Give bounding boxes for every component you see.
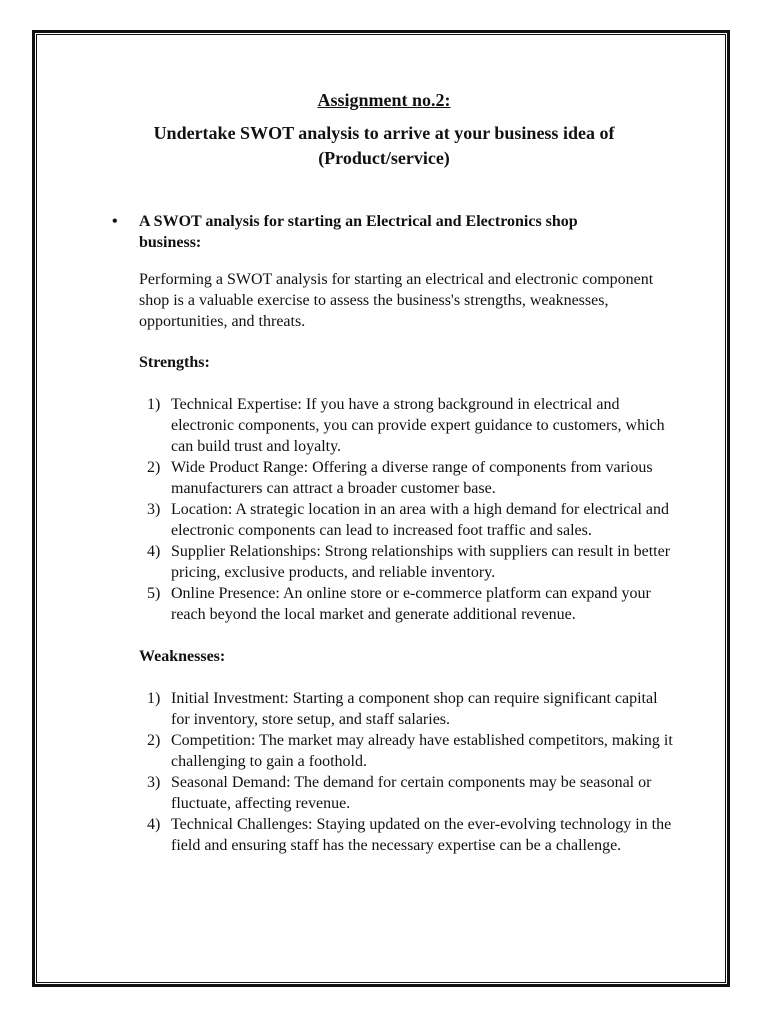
list-item	[139, 541, 679, 583]
list-item-text: Wide Product Range: Offering a diverse range of components from various manufacturers can attract a broader customer base.	[171, 459, 653, 497]
document-body	[112, 211, 679, 856]
bullet-heading-line-1: A SWOT analysis for starting an Electrical and Electronics shop	[139, 213, 578, 230]
weaknesses-heading: Weaknesses:	[139, 648, 226, 665]
list-item-number: 2)	[147, 459, 161, 476]
list-item	[139, 499, 679, 541]
list-item-text: Technical Expertise: If you have a strong background in electrical and electronic components, you can provide expert guidance to customers, which can build trust and loyalty.	[171, 396, 665, 455]
weaknesses-list	[139, 688, 679, 856]
bullet-heading-line-2: business:	[139, 234, 202, 251]
list-item-text: Online Presence: An online store or e-commerce platform can expand your reach beyond the local market and generate additional revenue.	[171, 585, 651, 623]
list-item-text: Competition: The market may already have established competitors, making it challenging to gain a foothold.	[171, 732, 673, 770]
list-item	[139, 730, 679, 772]
list-item	[139, 583, 679, 625]
list-item-number: 4)	[147, 543, 161, 560]
list-item	[139, 772, 679, 814]
bullet-marker: •	[112, 213, 118, 230]
assignment-subtitle-line-1: Undertake SWOT analysis to arrive at your business idea of	[153, 123, 615, 143]
strengths-heading: Strengths:	[139, 354, 210, 371]
list-item	[139, 457, 679, 499]
list-item-text: Location: A strategic location in an area with a high demand for electrical and electronic components can lead to increased foot traffic and sales.	[171, 501, 670, 539]
list-item-text: Supplier Relationships: Strong relationships with suppliers can result in better pricing, exclusive products, and reliable inventory.	[171, 543, 671, 581]
list-item-number: 1)	[147, 690, 161, 707]
list-item	[139, 688, 679, 730]
list-item-text: Technical Challenges: Staying updated on the ever-evolving technology in the field and ensuring staff has the necessary expertise can be a challenge.	[171, 816, 672, 854]
list-item-number: 3)	[147, 774, 161, 791]
strengths-list	[139, 394, 679, 625]
assignment-subtitle-line-2: (Product/service)	[318, 148, 450, 168]
intro-paragraph: Performing a SWOT analysis for starting an electrical and electronic component shop is a valuable exercise to assess the business's strengths, weaknesses, opportunities, and threats.	[139, 271, 654, 330]
list-item	[139, 394, 679, 457]
list-item-text: Initial Investment: Starting a component shop can require significant capital for inventory, store setup, and staff salaries.	[171, 690, 658, 728]
list-item-number: 2)	[147, 732, 161, 749]
list-item-number: 5)	[147, 585, 161, 602]
list-item	[139, 814, 679, 856]
bullet-heading	[112, 211, 679, 253]
assignment-title: Assignment no.2:	[317, 90, 451, 110]
list-item-number: 4)	[147, 816, 161, 833]
list-item-number: 1)	[147, 396, 161, 413]
list-item-text: Seasonal Demand: The demand for certain components may be seasonal or fluctuate, affecting revenue.	[171, 774, 652, 812]
list-item-number: 3)	[147, 501, 161, 518]
